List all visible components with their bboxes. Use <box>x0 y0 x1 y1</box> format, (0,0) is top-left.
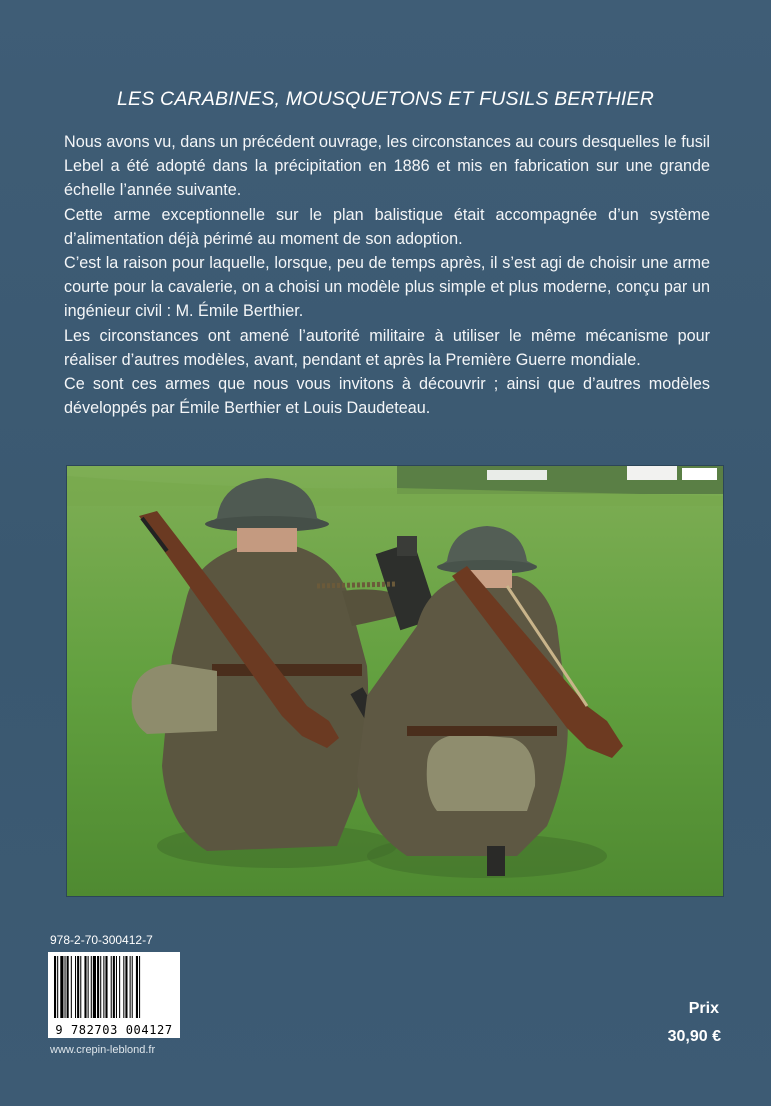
book-title: LES CARABINES, MOUSQUETONS ET FUSILS BERTHIER <box>116 88 655 110</box>
blurb-text <box>64 130 710 420</box>
soldiers-photo-illustration <box>67 466 723 896</box>
distant-building <box>627 466 677 480</box>
barcode-digits: 9 782703 004127 <box>48 1023 180 1037</box>
blurb-paragraph: Cette arme exceptionnelle sur le plan balistique était accompagnée d’un système d’alimentation déjà périmé au moment de son adoption. <box>64 205 710 248</box>
blurb-paragraph: Ce sont ces armes que nous vous invitons à découvrir ; ainsi que d’autres modèles développés par Émile Berthier et Louis Daudeteau. <box>64 375 710 418</box>
price-label: Prix <box>688 1000 719 1017</box>
blurb-paragraph: Nous avons vu, dans un précédent ouvrage, les circonstances au cours desquelles le fusil Lebel a été adopté dans la précipitation en 1886 et mis en fabrication sur une grande échelle l’année suivante. <box>64 133 710 200</box>
barcode <box>48 952 180 1038</box>
distant-building <box>487 470 547 480</box>
publisher-website[interactable]: www.crepin-leblond.fr <box>50 1044 156 1056</box>
distant-building <box>682 468 717 480</box>
barcode-icon <box>48 952 180 1024</box>
blurb-paragraph: Les circonstances ont amené l’autorité militaire à utiliser le même mécanisme pour réaliser d’autres modèles, avant, pendant et après la Première Guerre mondiale. <box>64 326 710 369</box>
isbn-number: 978-2-70-300412-7 <box>50 933 153 947</box>
price-value: 30,90 € <box>667 1028 721 1045</box>
blurb-paragraph: C’est la raison pour laquelle, lorsque, peu de temps après, il s’est agi de choisir une arme courte pour la cavalerie, on a choisi un modèle plus simple et plus moderne, conçu par un ingénieur civil : M. Émile Berthier. <box>64 254 710 321</box>
cover-photo <box>66 465 724 897</box>
